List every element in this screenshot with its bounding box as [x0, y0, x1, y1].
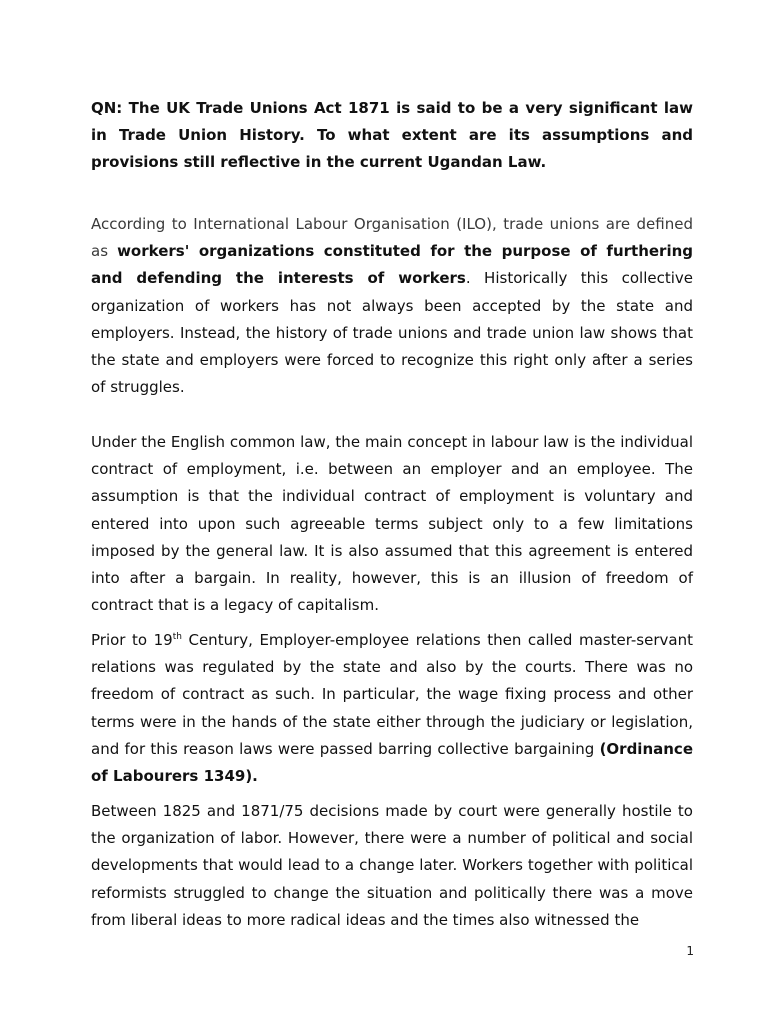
paragraph-common-law: Under the English common law, the main concept in labour law is the individual contract of employment, i.e. between an employer and an employee. The assumption is that the individual contract of employment is voluntary and entered into upon such agreeable terms subject only to a few limitations imposed by the general law. It is also assumed that this agreement is entered into after a bargain. In reality, however, this is an illusion of freedom of contract that is a legacy of capitalism.	[91, 433, 693, 615]
paragraph-ilo-definition	[91, 211, 693, 401]
question-heading: QN: The UK Trade Unions Act 1871 is said to be a very significant law in Trade Union History. To what extent are its assumptions and provisions still reflective in the current Ugandan Law.	[91, 99, 693, 172]
page-number: 1	[686, 944, 694, 958]
paragraph-1825-1871: Between 1825 and 1871/75 decisions made by court were generally hostile to the organization of labor. However, there were a number of political and social developments that would lead to a change later. Workers together with political reformists struggled to change the situation and politically there was a move from liberal ideas to more radical ideas and the times also witnessed the	[91, 802, 693, 929]
ilo-intro-text: According to International Labour Organisation (ILO), trade unions are defined as	[91, 215, 693, 261]
century-text: Century, Employer-employee relations then called master-servant relations was regulated by the state and also by the courts. There was no freedom of contract as such. In particular, the wage fixing process and other terms were in the hands of the state either through the judiciary or legislation, and for this reason laws were passed barring collective bargaining	[91, 631, 693, 758]
prior-text: Prior to 19	[91, 631, 173, 649]
ordinance-reference: (Ordinance of Labourers 1349).	[91, 739, 693, 786]
paragraph-prior-19th-century	[91, 627, 693, 790]
ilo-definition-bold: workers' organizations constituted for the purpose of furthering and defending the interests of workers	[91, 242, 694, 288]
superscript-th: th	[172, 632, 182, 642]
ilo-rest-text: . Historically this collective organization of workers has not always been accepted by the state and employers. Instead, the history of trade unions and trade union law shows that the state and employers were forced to recognize this right only after a series of struggles.	[91, 269, 693, 397]
